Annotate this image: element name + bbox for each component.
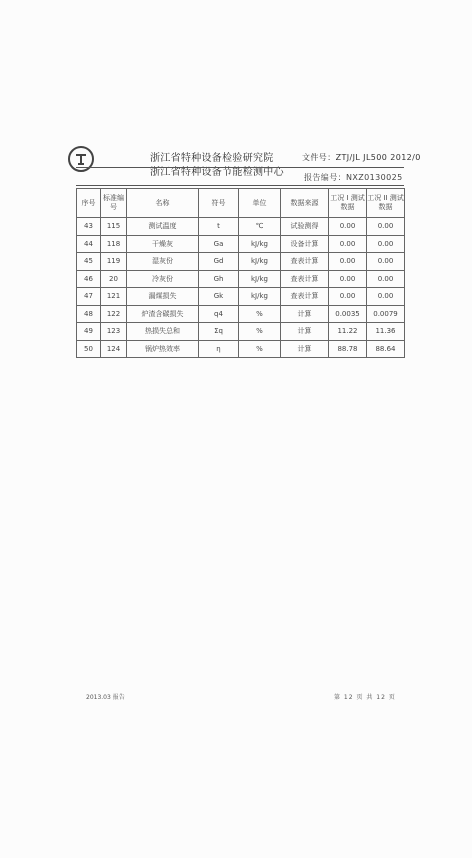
table-cell: % [239, 323, 281, 341]
table-cell: kJ/kg [239, 288, 281, 306]
table-cell: t [199, 218, 239, 236]
table-cell: Gd [199, 253, 239, 271]
table-row [77, 218, 405, 236]
table-cell: 0.00 [367, 253, 405, 271]
table-cell: kJ/kg [239, 270, 281, 288]
table-cell: 0.0079 [367, 305, 405, 323]
column-header: 工况 I 测试数据 [329, 189, 367, 218]
table-cell: 45 [77, 253, 101, 271]
table-cell: 88.78 [329, 340, 367, 358]
table-cell: 查表计算 [281, 253, 329, 271]
table-cell: 计算 [281, 340, 329, 358]
header-divider-lower [76, 185, 404, 186]
table-cell: 47 [77, 288, 101, 306]
table-cell: 0.00 [329, 270, 367, 288]
table-cell: 50 [77, 340, 101, 358]
table-cell: 0.00 [329, 253, 367, 271]
table-row [77, 305, 405, 323]
table-cell: 44 [77, 235, 101, 253]
table-row [77, 235, 405, 253]
table-cell: 124 [101, 340, 127, 358]
column-header: 名称 [127, 189, 199, 218]
table-cell: 干燥灰 [127, 235, 199, 253]
table-cell: 设备计算 [281, 235, 329, 253]
table-cell: 118 [101, 235, 127, 253]
table-cell: 热损失总和 [127, 323, 199, 341]
column-header: 序号 [77, 189, 101, 218]
table-cell: 查表计算 [281, 288, 329, 306]
table-cell: 计算 [281, 323, 329, 341]
table-cell: 湿灰份 [127, 253, 199, 271]
table-cell: 121 [101, 288, 127, 306]
table-row [77, 270, 405, 288]
table-cell: % [239, 340, 281, 358]
table-cell: 122 [101, 305, 127, 323]
table-cell: 查表计算 [281, 270, 329, 288]
table-row [77, 323, 405, 341]
table-cell: Σq [199, 323, 239, 341]
table-cell: 漏煤损失 [127, 288, 199, 306]
table-cell: 测试温度 [127, 218, 199, 236]
table-cell: 119 [101, 253, 127, 271]
table-cell: 0.00 [367, 235, 405, 253]
footer-page-number: 第 12 页 共 12 页 [334, 694, 396, 701]
column-header: 标准编号 [101, 189, 127, 218]
table-cell: 11.22 [329, 323, 367, 341]
table-header-row [77, 189, 405, 218]
table-cell: 0.00 [367, 270, 405, 288]
table-cell: 43 [77, 218, 101, 236]
table-cell: 锅炉热效率 [127, 340, 199, 358]
table-cell: 0.00 [329, 235, 367, 253]
table-cell: 试验测得 [281, 218, 329, 236]
footer-date: 2013.03 报告 [86, 694, 125, 701]
header-divider [76, 167, 404, 168]
table-row [77, 340, 405, 358]
column-header: 符号 [199, 189, 239, 218]
table-cell: 0.0035 [329, 305, 367, 323]
table-cell: 123 [101, 323, 127, 341]
column-header: 数据来源 [281, 189, 329, 218]
table-cell: 0.00 [329, 218, 367, 236]
table-cell: 115 [101, 218, 127, 236]
org-name-line1: 浙江省特种设备检验研究院 [150, 153, 274, 164]
table-cell: 48 [77, 305, 101, 323]
test-data-table [76, 188, 405, 358]
table-cell: Gh [199, 270, 239, 288]
institute-logo-icon [68, 146, 94, 172]
table-cell: kJ/kg [239, 253, 281, 271]
table-cell: 炉渣含碳损失 [127, 305, 199, 323]
table-cell: 46 [77, 270, 101, 288]
table-cell: 11.36 [367, 323, 405, 341]
column-header: 单位 [239, 189, 281, 218]
table-cell: q4 [199, 305, 239, 323]
document-number: 文件号：ZTJ/JL JL500 2012/0 [302, 153, 421, 162]
table-cell: Ga [199, 235, 239, 253]
table-cell: η [199, 340, 239, 358]
report-number: 报告编号：NXZ0130025 [304, 173, 403, 182]
table-cell: 0.00 [367, 218, 405, 236]
table-cell: Gk [199, 288, 239, 306]
table-cell: 0.00 [329, 288, 367, 306]
table-cell: kJ/kg [239, 235, 281, 253]
table-row [77, 253, 405, 271]
table-cell: 20 [101, 270, 127, 288]
table-cell: 0.00 [367, 288, 405, 306]
table-cell: 冷灰份 [127, 270, 199, 288]
column-header: 工况 II 测试数据 [367, 189, 405, 218]
table-cell: 计算 [281, 305, 329, 323]
table-cell: 49 [77, 323, 101, 341]
table-cell: % [239, 305, 281, 323]
table-cell: ℃ [239, 218, 281, 236]
table-cell: 88.64 [367, 340, 405, 358]
table-row [77, 288, 405, 306]
org-name-line2: 浙江省特种设备节能检测中心 [150, 167, 284, 178]
